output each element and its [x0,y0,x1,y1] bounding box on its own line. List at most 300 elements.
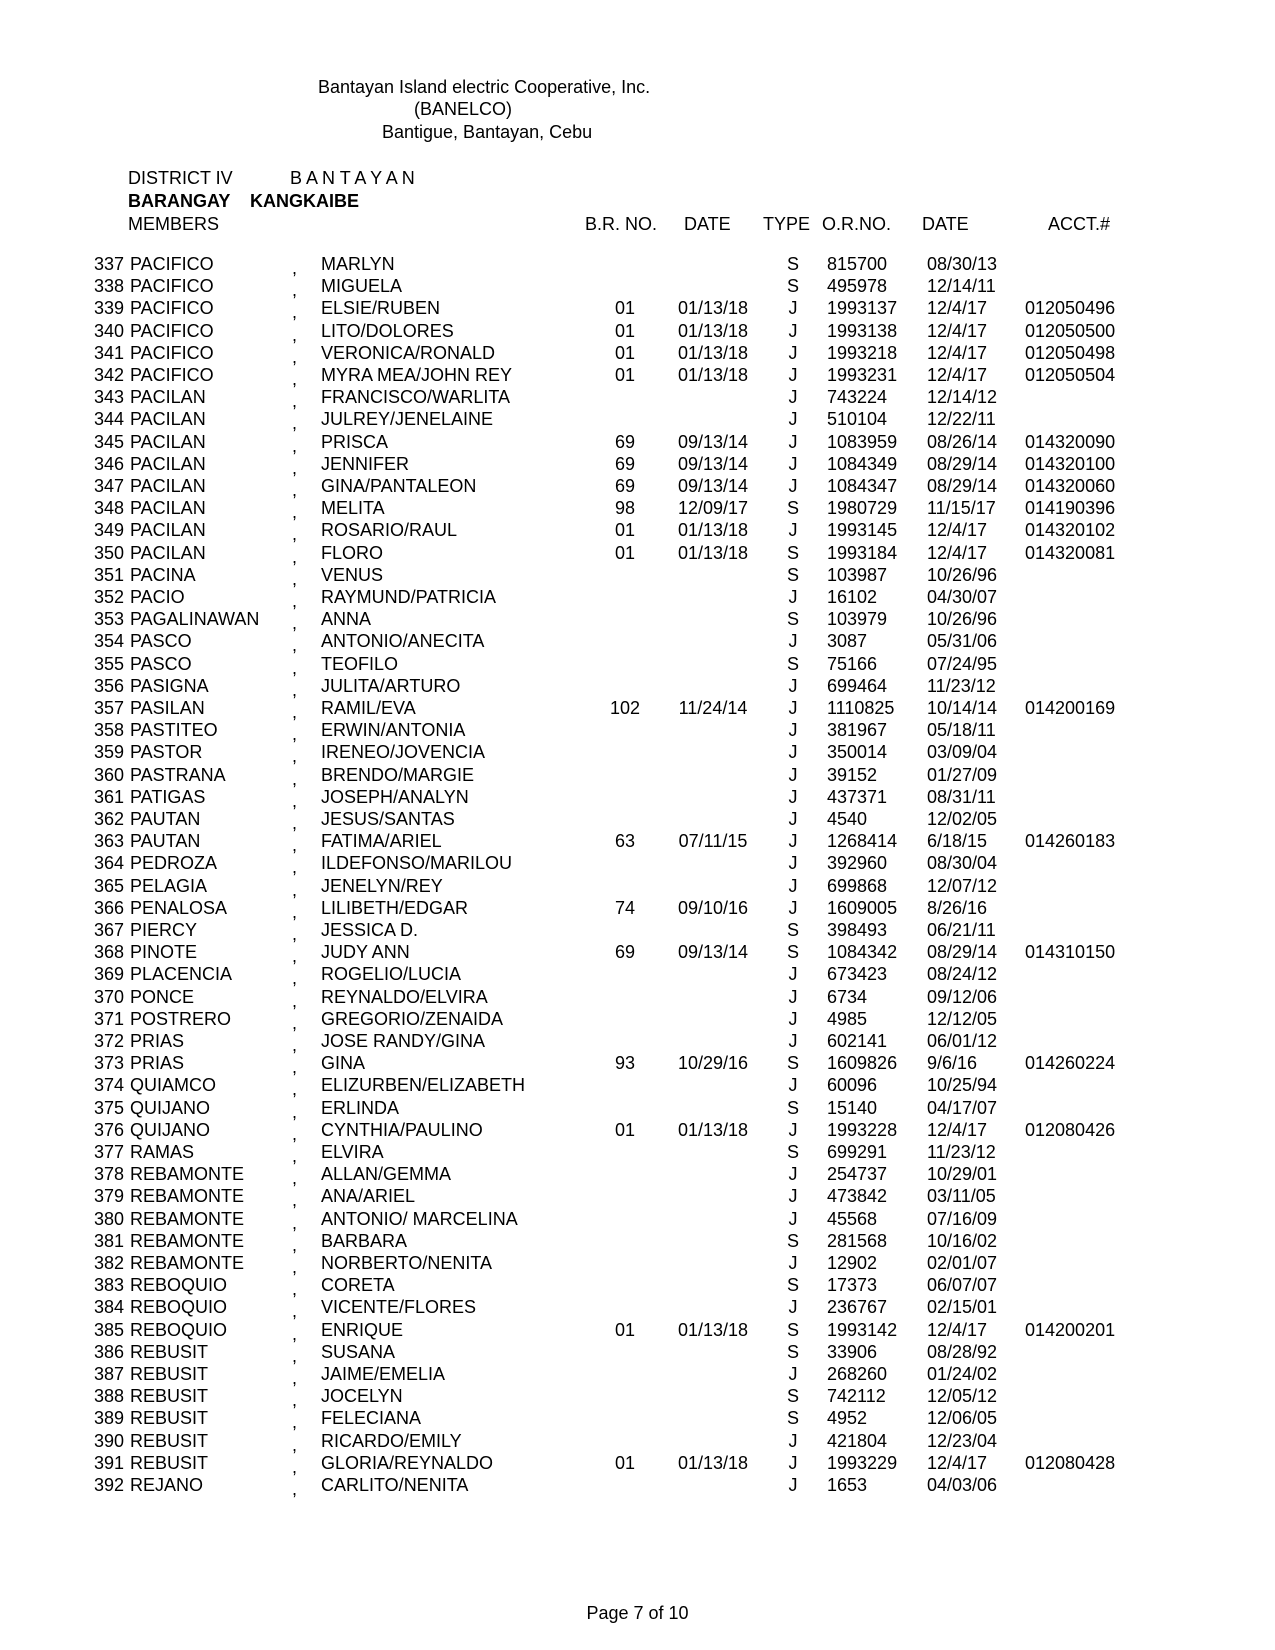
member-first-names: LITO/DOLORES [321,320,454,341]
name-separator: , [292,502,298,523]
name-separator: , [292,1035,298,1055]
member-number: 353 [93,609,124,630]
column-header-type: TYPE [763,214,811,234]
or-date: 9/6/16 [927,1053,978,1074]
table-row [0,897,1275,920]
membership-type: J [788,986,798,1007]
member-last-name: PAUTAN [130,809,201,829]
member-first-names: MYRA MEA/JOHN REY [321,365,513,385]
or-number: 1993145 [827,520,898,541]
table-row [0,1008,1275,1031]
or-number: 4952 [827,1408,868,1429]
name-separator: , [292,613,298,634]
membership-type: J [788,897,798,918]
member-last-name: PAUTAN [130,831,201,852]
account-number: 014260183 [1025,831,1116,852]
table-row [0,963,1275,989]
member-number: 386 [93,1341,124,1362]
membership-type: J [788,1364,798,1384]
or-date: 08/24/12 [927,964,998,985]
member-first-names: ANTONIO/ANECITA [321,631,485,652]
member-first-names: BARBARA [321,1230,408,1251]
member-number: 350 [93,542,124,563]
table-row [0,1341,1275,1364]
or-date: 12/02/05 [927,809,998,829]
member-first-names: BRENDO/MARGIE [321,764,475,785]
member-number: 371 [93,1008,124,1029]
member-first-names: GREGORIO/ZENAIDA [321,1008,504,1029]
or-number: 743224 [827,387,888,408]
or-number: 1993138 [827,320,898,341]
member-first-names: CARLITO/NENITA [321,1475,469,1495]
or-number: 1268414 [827,831,898,852]
or-date: 6/18/15 [927,831,988,852]
membership-type: J [788,387,798,408]
or-date: 06/07/07 [927,1275,998,1296]
name-separator: , [292,1146,298,1166]
or-date: 03/11/05 [927,1186,996,1207]
member-last-name: REBUSIT [130,1452,209,1473]
table-row [0,1163,1275,1189]
or-date: 12/14/11 [927,276,996,297]
name-separator: , [292,679,298,700]
member-number: 369 [93,964,124,985]
or-number: 510104 [827,409,888,430]
membership-type: S [786,1386,799,1407]
membership-type: J [788,675,798,696]
member-number: 345 [93,431,124,452]
or-number: 398493 [827,920,888,940]
membership-type: J [788,786,798,807]
member-first-names: VERONICA/RONALD [321,342,496,363]
table-row [0,764,1275,787]
account-number: 014200201 [1025,1319,1116,1340]
member-last-name: REBAMONTE [130,1164,245,1185]
member-number: 343 [93,387,124,408]
name-separator: , [292,635,298,656]
or-date: 10/16/02 [927,1230,998,1251]
table-row [0,1185,1275,1211]
membership-type: J [788,1119,798,1140]
table-row [0,453,1275,476]
account-number: 012050496 [1025,298,1116,319]
name-separator: , [292,835,298,856]
account-number: 014320090 [1025,431,1116,452]
member-first-names: SUSANA [321,1341,396,1362]
member-number: 337 [93,254,124,274]
membership-type: S [786,542,799,563]
or-date: 04/17/07 [927,1097,998,1118]
or-date: 12/4/17 [927,1119,988,1140]
table-row [0,1230,1275,1253]
table-row [0,519,1275,545]
table-row [0,808,1275,831]
member-last-name: REBOQUIO [130,1297,228,1318]
member-first-names: JUDY ANN [321,942,410,963]
or-date: 03/09/04 [927,742,998,763]
or-number: 1993184 [827,542,898,563]
name-separator: , [292,413,298,434]
or-date: 12/12/05 [927,1008,998,1029]
br-number: 01 [614,320,636,341]
or-number: 1609005 [827,897,898,918]
member-first-names: ANA/ARIEL [321,1186,416,1207]
or-number: 1993228 [827,1119,898,1140]
table-row [0,1296,1275,1322]
br-date: 09/13/14 [677,942,749,963]
br-date: 09/13/14 [677,431,749,452]
name-separator: , [292,568,298,589]
table-row [0,1030,1275,1053]
table-row [0,475,1275,498]
br-number: 01 [614,365,636,385]
membership-type: S [786,1319,799,1340]
member-number: 391 [93,1452,124,1473]
membership-type: J [788,1253,798,1273]
member-last-name: REBAMONTE [130,1253,245,1273]
table-row [0,697,1275,720]
member-number: 358 [93,720,124,741]
membership-type: S [786,1341,799,1362]
membership-type: J [788,365,798,385]
name-separator: , [292,1434,298,1455]
membership-type: J [788,1475,798,1495]
or-number: 3087 [827,631,868,652]
name-separator: , [292,746,298,767]
account-number: 012080428 [1025,1452,1116,1473]
member-first-names: FLORO [321,542,384,563]
column-header-or-no: O.R.NO. [822,214,892,234]
or-date: 12/4/17 [927,520,988,541]
name-separator: , [292,879,298,900]
member-first-names: VENUS [321,564,384,585]
member-number: 381 [93,1230,124,1251]
member-number: 380 [93,1208,124,1229]
member-number: 354 [93,631,124,652]
membership-type: J [788,1186,798,1207]
membership-type: S [786,276,799,297]
name-separator: , [292,1190,298,1211]
membership-type: J [788,1297,798,1318]
table-row [0,653,1275,676]
or-date: 12/22/11 [927,409,996,430]
member-first-names: ANTONIO/ MARCELINA [321,1208,518,1229]
member-number: 348 [93,498,124,519]
member-first-names: GLORIA/REYNALDO [321,1452,494,1473]
or-number: 1993218 [827,342,898,363]
membership-type: J [788,1008,798,1029]
br-date: 09/13/14 [677,476,749,496]
name-separator: , [292,457,298,478]
membership-type: S [786,1053,799,1074]
membership-type: J [788,587,798,607]
membership-type: S [786,942,799,963]
name-separator: , [292,1234,298,1255]
or-number: 1110825 [827,698,895,718]
member-number: 375 [93,1097,124,1118]
br-number: 69 [614,942,636,963]
or-date: 10/26/96 [927,609,998,630]
membership-type: S [786,1097,799,1118]
member-first-names: IRENEO/JOVENCIA [321,742,486,763]
table-row [0,875,1275,898]
member-first-names: GINA/PANTALEON [321,476,477,496]
table-row [0,1363,1275,1386]
or-date: 02/15/01 [927,1297,998,1318]
member-last-name: PONCE [130,986,195,1007]
table-row [0,342,1275,365]
or-number: 421804 [827,1430,888,1451]
member-first-names: MELITA [321,498,385,519]
membership-type: J [788,409,798,430]
table-row [0,320,1275,343]
name-separator: , [292,258,298,278]
member-first-names: JULREY/JENELAINE [321,409,494,430]
member-first-names: ENRIQUE [321,1319,404,1340]
or-number: 254737 [827,1164,888,1185]
column-header-date: DATE [684,214,731,234]
member-number: 339 [93,298,124,319]
member-number: 370 [93,986,124,1007]
member-last-name: PEDROZA [130,853,218,874]
member-first-names: JAIME/EMELIA [321,1364,446,1384]
member-last-name: REBAMONTE [130,1230,245,1251]
account-number: 014320060 [1025,476,1116,496]
or-date: 04/03/06 [927,1475,998,1495]
member-last-name: REBAMONTE [130,1186,245,1207]
or-number: 6734 [827,986,868,1007]
br-number: 01 [614,542,636,563]
or-date: 06/21/11 [927,920,996,940]
br-date: 09/10/16 [677,897,749,918]
or-date: 10/29/01 [927,1164,998,1185]
member-last-name: REJANO [130,1475,204,1495]
or-number: 60096 [827,1075,878,1096]
or-date: 02/01/07 [927,1253,998,1273]
name-separator: , [292,702,298,722]
table-row [0,386,1275,412]
br-number: 01 [614,1119,636,1140]
or-number: 4985 [827,1008,868,1029]
member-first-names: ROGELIO/LUCIA [321,964,462,985]
member-number: 362 [93,809,124,829]
or-number: 602141 [827,1031,888,1051]
member-number: 388 [93,1386,124,1407]
name-separator: , [292,1456,298,1477]
br-date: 07/11/15 [678,831,748,852]
account-number: 012050504 [1025,365,1116,385]
member-number: 340 [93,320,124,341]
membership-type: S [786,1230,799,1251]
account-number: 014310150 [1025,942,1116,963]
membership-type: J [788,298,798,319]
member-first-names: ILDEFONSO/MARILOU [321,853,513,874]
or-date: 07/24/95 [927,653,998,674]
member-last-name: PASIGNA [130,675,209,696]
or-date: 06/01/12 [927,1031,998,1051]
or-date: 10/26/96 [927,564,998,585]
table-row [0,1119,1275,1142]
or-date: 12/4/17 [927,1452,988,1473]
member-first-names: JESSICA D. [321,920,419,940]
member-number: 378 [93,1164,124,1185]
table-row [0,1319,1275,1342]
membership-type: J [788,742,798,763]
membership-type: J [788,342,798,363]
account-number: 014320100 [1025,453,1116,474]
or-number: 281568 [827,1230,888,1251]
member-number: 338 [93,276,124,297]
br-date: 10/29/16 [677,1053,749,1074]
table-row [0,1141,1275,1164]
table-row [0,852,1275,878]
br-number: 01 [614,1452,636,1473]
member-number: 352 [93,587,124,607]
table-row [0,497,1275,523]
table-row [0,253,1275,276]
or-number: 350014 [827,742,888,763]
membership-type: J [788,1430,798,1451]
or-date: 08/28/92 [927,1341,998,1362]
membership-type: J [788,1164,798,1185]
name-separator: , [292,524,298,545]
table-row [0,1430,1275,1453]
member-number: 357 [93,698,124,718]
member-number: 377 [93,1142,124,1162]
member-last-name: PATIGAS [130,786,206,807]
or-date: 09/12/06 [927,986,998,1007]
member-first-names: LILIBETH/EDGAR [321,897,469,918]
br-number: 01 [614,520,636,541]
or-number: 39152 [827,764,878,785]
member-number: 351 [93,564,124,585]
br-date: 11/24/14 [678,698,748,718]
member-last-name: PACILAN [130,520,206,541]
member-number: 385 [93,1319,124,1340]
name-separator: , [292,768,298,789]
column-header-or-date: DATE [922,214,969,234]
table-row [0,1208,1275,1231]
name-separator: , [292,1412,298,1433]
member-number: 356 [93,675,124,696]
member-number: 341 [93,342,124,363]
member-first-names: ELVIRA [321,1142,384,1162]
membership-type: S [786,920,799,940]
member-last-name: PACILAN [130,542,206,563]
account-number: 014320081 [1025,542,1116,563]
name-separator: , [292,657,298,678]
member-last-name: PACILAN [130,498,206,519]
member-first-names: ERLINDA [321,1097,400,1118]
name-separator: , [292,302,298,323]
member-first-names: ANNA [321,609,372,630]
name-separator: , [292,546,298,567]
table-row [0,431,1275,454]
name-separator: , [292,1479,298,1499]
membership-type: J [788,831,798,852]
name-separator: , [292,591,298,611]
membership-type: J [788,1075,798,1096]
br-number: 69 [614,453,636,474]
br-date: 01/13/18 [677,342,749,363]
table-row [0,919,1275,942]
member-number: 376 [93,1119,124,1140]
or-date: 07/16/09 [927,1208,998,1229]
or-number: 1084347 [827,476,898,496]
name-separator: , [292,280,298,301]
or-number: 437371 [827,786,888,807]
member-last-name: PACINA [130,564,196,585]
name-separator: , [292,968,298,989]
membership-type: J [788,453,798,474]
br-number: 102 [609,698,641,718]
or-date: 05/18/11 [927,720,996,741]
name-separator: , [292,1279,298,1300]
name-separator: , [292,391,298,412]
br-date: 01/13/18 [677,365,749,385]
name-separator: , [292,1301,298,1322]
account-number: 012080426 [1025,1119,1116,1140]
member-number: 368 [93,942,124,963]
member-last-name: PACIFICO [130,298,214,319]
name-separator: , [292,1323,298,1344]
membership-type: J [788,853,798,874]
or-number: 15140 [827,1097,878,1118]
member-last-name: REBUSIT [130,1386,209,1407]
or-number: 75166 [827,653,878,674]
or-number: 1653 [827,1475,868,1495]
member-last-name: POSTRERO [130,1008,232,1029]
membership-type: J [788,631,798,652]
member-last-name: REBOQUIO [130,1275,228,1296]
or-number: 103987 [827,564,888,585]
br-number: 69 [614,431,636,452]
column-header-br-no: B.R. NO. [585,214,658,234]
or-number: 673423 [827,964,888,985]
member-last-name: REBUSIT [130,1364,209,1384]
member-number: 364 [93,853,124,874]
or-number: 699868 [827,875,888,896]
table-row [0,364,1275,387]
membership-type: J [788,720,798,741]
account-number: 014260224 [1025,1053,1116,1074]
member-last-name: PINOTE [130,942,198,963]
member-first-names: REYNALDO/ELVIRA [321,986,488,1007]
member-number: 372 [93,1031,124,1051]
table-row [0,1252,1275,1275]
or-date: 04/30/07 [927,587,998,607]
or-date: 11/23/12 [927,675,996,696]
member-number: 384 [93,1297,124,1318]
table-row [0,408,1275,434]
or-date: 08/29/14 [927,476,998,496]
member-number: 359 [93,742,124,763]
member-first-names: NORBERTO/NENITA [321,1253,493,1273]
name-separator: , [292,1390,298,1411]
member-number: 392 [93,1475,124,1495]
membership-type: J [788,320,798,341]
member-last-name: PACIFICO [130,365,214,385]
br-number: 01 [614,1319,636,1340]
table-row [0,1274,1275,1300]
member-number: 361 [93,786,124,807]
or-number: 815700 [827,254,888,274]
name-separator: , [292,369,298,389]
table-row [0,741,1275,767]
or-date: 01/24/02 [927,1364,998,1384]
name-separator: , [292,901,298,922]
table-row [0,1074,1275,1100]
